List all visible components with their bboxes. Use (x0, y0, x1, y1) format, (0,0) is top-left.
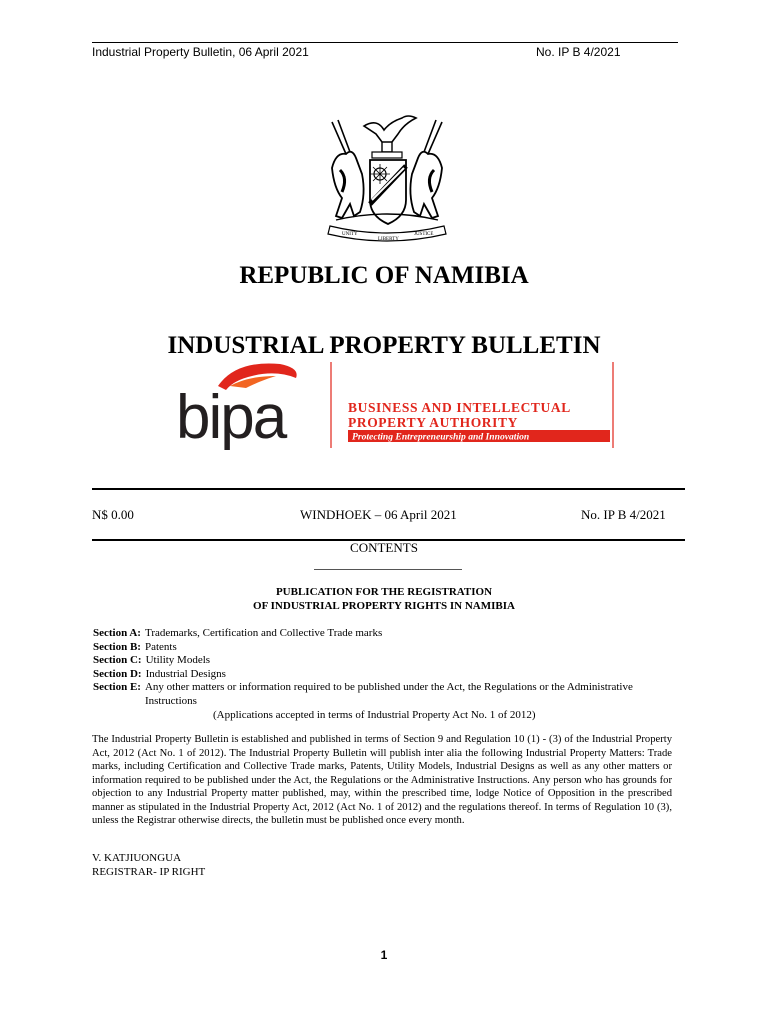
section-label: Section C: (93, 654, 142, 666)
section-text: Industrial Designs (145, 667, 226, 680)
section-text: Utility Models (145, 654, 211, 666)
section-label: Section A: (93, 627, 141, 639)
section-text: Any other matters or information required to be published under the Act, the Regulations or the Administrative Instructions (144, 681, 633, 707)
header-bulletin-number: No. IP B 4/2021 (536, 45, 621, 59)
section-item (93, 668, 683, 682)
contents-underline (314, 569, 462, 570)
price: N$ 0.00 (92, 507, 134, 522)
header-rule (92, 42, 678, 43)
publication-line-2: OF INDUSTRIAL PROPERTY RIGHTS IN NAMIBIA (253, 600, 515, 612)
page-number: 1 (380, 948, 388, 962)
coat-of-arms-emblem (312, 108, 462, 248)
bulletin-title: INDUSTRIAL PROPERTY BULLETIN (167, 332, 601, 359)
section-text: Trademarks, Certification and Collective Trade marks (144, 627, 383, 639)
bipa-logo (176, 360, 616, 450)
publication-line-1: PUBLICATION FOR THE REGISTRATION (275, 586, 493, 598)
section-item (93, 654, 683, 668)
republic-title: REPUBLIC OF NAMIBIA (239, 262, 529, 289)
section-item (93, 681, 683, 708)
section-item (93, 627, 683, 641)
publication-heading (0, 585, 768, 613)
bipa-tagline: Protecting Entrepreneurship and Innovation (352, 431, 530, 443)
section-text: Patents (144, 640, 177, 653)
bipa-name-line1: BUSINESS AND INTELLECTUAL (348, 400, 571, 415)
signature-block (92, 851, 205, 879)
rule-top (92, 488, 685, 490)
issue-number: No. IP B 4/2021 (581, 507, 666, 522)
sections-list (93, 627, 683, 708)
bulletin-description: The Industrial Property Bulletin is established and published in terms of Section 9 and Regulation 10 (1) - (3) of the Industrial Property Act, 2012 (Act No. 1 of 2012). The Industrial Property Bulletin will publish inter alia the following Industrial Property Matters: Trade marks, including Certification and Collective Trade marks, Patents, Utility Models, Industrial Designs as well as any other matters or information required to be published under the Act, the Regulations or the Administrative Instructions. Any person who has grounds for objection to any Industrial Property matter published, may, within the prescribed time, lodge Notice of Opposition in the prescribed manner as stipulated in the Industrial Property Act, 2012 (Act No. 1 of 2012) and the regulations thereof. In terms of Regulation 10 (3), unless the Registrar otherwise directs, the bulletin must be published once every month. (92, 734, 672, 826)
place-date: WINDHOEK – 06 April 2021 (300, 507, 457, 522)
section-label: Section B: (93, 640, 141, 653)
applications-accepted-note: (Applications accepted in terms of Industrial Property Act No. 1 of 2012) (213, 709, 536, 721)
contents-heading: CONTENTS (350, 540, 418, 555)
bipa-wordmark: bipa (176, 383, 286, 450)
motto-liberty: LIBERTY (378, 237, 399, 242)
section-label: Section E: (93, 681, 141, 693)
section-item (93, 641, 683, 655)
bipa-name-line2: PROPERTY AUTHORITY (348, 415, 518, 430)
header-bulletin-date: Industrial Property Bulletin, 06 April 2021 (92, 45, 309, 59)
motto-justice: JUSTICE (414, 232, 434, 237)
motto-unity: UNITY (342, 232, 358, 237)
signatory-name: V. KATJIUONGUA (92, 852, 182, 864)
section-label: Section D: (93, 667, 142, 680)
signatory-title: REGISTRAR- IP RIGHT (92, 866, 206, 878)
